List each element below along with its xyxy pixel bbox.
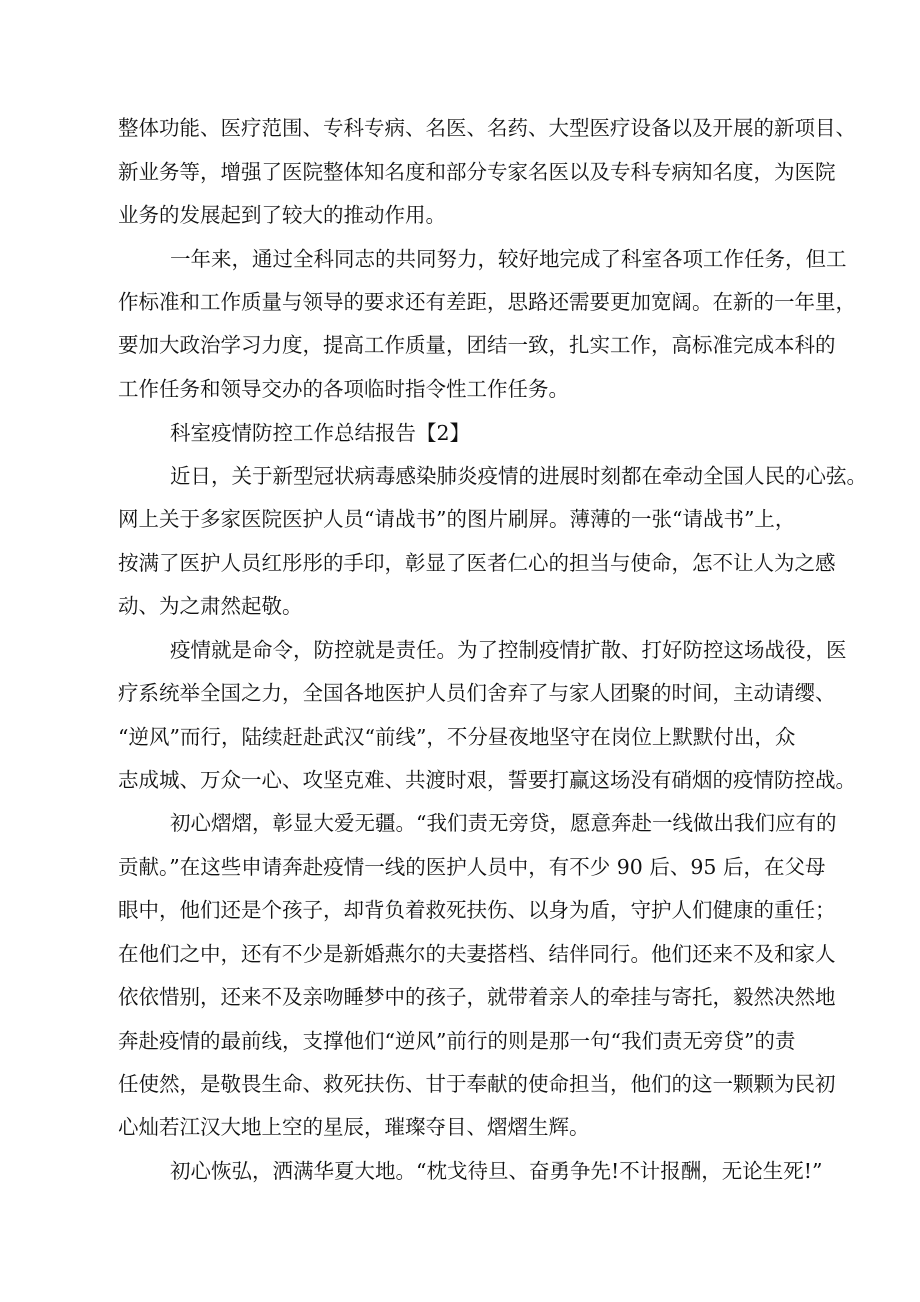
text-line: 整体功能、医疗范围、专科专病、名医、名药、大型医疗设备以及开展的新项目、 [118,116,856,140]
text-line: 初心恢弘，洒满华夏大地。“枕戈待旦、奋勇争先!不计报酬，无论生死!” [170,1159,823,1183]
text-line: 网上关于多家医院医护人员“请战书”的图片刷屏。薄薄的一张“请战书”上， [118,507,796,531]
text-line: 作标准和工作质量与领导的要求还有差距，思路还需要更加宽阔。在新的一年里， [118,290,856,314]
text-line: 任使然，是敬畏生命、救死扶伤、甘于奉献的使命担当，他们的这一颗颗为民初 [118,1072,836,1096]
text-line: 工作任务和领导交办的各项临时指令性工作任务。 [118,377,569,401]
text-line: 新业务等，增强了医院整体知名度和部分专家名医以及专科专病知名度，为医院 [118,160,836,184]
text-line: 在他们之中，还有不少是新婚燕尔的夫妻搭档、结伴同行。他们还来不及和家人 [118,942,836,966]
text-line: 奔赴疫情的最前线，支撑他们“逆风”前行的则是那一句“我们责无旁贷”的责 [118,1029,796,1053]
section-heading: 科室疫情防控工作总结报告【2】 [170,421,471,445]
text-line: 疗系统举全国之力，全国各地医护人员们舍弃了与家人团聚的时间，主动请缨、 [118,681,836,705]
text-line: 近日，关于新型冠状病毒感染肺炎疫情的进展时刻都在牵动全国人民的心弦。 [170,464,867,488]
text-line: 要加大政治学习力度，提高工作质量，团结一致，扎实工作，高标准完成本科的 [118,333,836,357]
text-line: 眼中，他们还是个孩子，却背负着救死扶伤、以身为盾，守护人们健康的重任； [118,898,836,922]
text-line: 动、为之肃然起敬。 [118,594,303,618]
text-line: 初心熠熠，彰显大爱无疆。“我们责无旁贷，愿意奔赴一线做出我们应有的 [170,811,837,835]
text-line: 依依惜别，还来不及亲吻睡梦中的孩子，就带着亲人的牵挂与寄托，毅然决然地 [118,985,836,1009]
text-line: 按满了医护人员红彤彤的手印，彰显了医者仁心的担当与使命，怎不让人为之感 [118,551,836,575]
text-line: “逆风”而行，陆续赶赴武汉“前线”，不分昼夜地坚守在岗位上默默付出，众 [118,725,796,749]
text-line: 一年来，通过全科同志的共同努力，较好地完成了科室各项工作任务，但工 [170,247,847,271]
text-line: 心灿若江汉大地上空的星辰，璀璨夺目、熠熠生辉。 [118,1115,590,1139]
text-line: 贡献。”在这些申请奔赴疫情一线的医护人员中，有不少 90 后、95 后，在父母 [118,855,826,879]
text-line: 业务的发展起到了较大的推动作用。 [118,203,446,227]
text-line: 疫情就是命令，防控就是责任。为了控制疫情扩散、打好防控这场战役，医 [170,638,847,662]
text-line: 志成城、万众一心、攻坚克难、共渡时艰，誓要打赢这场没有硝烟的疫情防控战。 [118,768,856,792]
